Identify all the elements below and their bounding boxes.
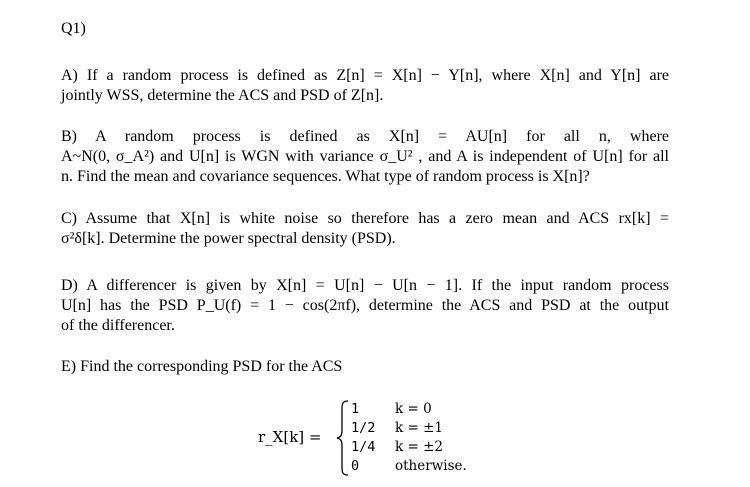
part-d-line-1: D) A differencer is given by X[n] = U[n] − U[n − 1]. If the input random process (61, 277, 669, 294)
case-row (351, 457, 501, 476)
part-b (61, 127, 669, 187)
part-b-line-2: A~N(0, σ_A²) and U[n] is WGN with variance σ_U² , and A is independent of U[n] for all (61, 148, 669, 165)
part-a-line-2: jointly WSS, determine the ACS and PSD of Z[n]. (61, 87, 384, 104)
part-c (61, 209, 669, 249)
part-e-line-1: E) Find the corresponding PSD for the ACS (61, 358, 343, 375)
part-b-line-1: B) A random process is defined as X[n] = AU[n] for all n, where (61, 128, 669, 145)
part-d-line-2: U[n] has the PSD P_U(f) = 1 − cos(2πf), determine the ACS and PSD at the output (61, 297, 669, 314)
case-row (351, 419, 501, 438)
case-value: 1/4 (351, 439, 376, 455)
case-condition: k = 0 (395, 401, 432, 417)
acs-lhs: r_X[k] = (258, 428, 322, 446)
part-d-line-3: of the differencer. (61, 317, 175, 334)
part-a-line-1: A) If a random process is defined as Z[n] = X[n] − Y[n], where X[n] and Y[n] are (61, 67, 669, 84)
part-d (61, 276, 669, 336)
acs-cases (351, 400, 501, 476)
part-e (61, 357, 669, 377)
left-brace-icon (336, 400, 350, 476)
case-value: 1 (351, 401, 360, 417)
case-value: 1/2 (351, 420, 376, 436)
part-c-line-2: σ²δ[k]. Determine the power spectral density (PSD). (61, 230, 396, 247)
case-condition: otherwise. (395, 458, 467, 474)
case-condition: k = ±1 (395, 420, 443, 436)
part-c-line-1: C) Assume that X[n] is white noise so therefore has a zero mean and ACS rx[k] = (61, 210, 669, 227)
case-condition: k = ±2 (395, 439, 443, 455)
acs-piecewise-equation (258, 398, 498, 478)
part-a (61, 66, 669, 106)
case-row (351, 438, 501, 457)
case-value: 0 (351, 458, 360, 474)
question-label: Q1) (61, 20, 86, 37)
part-b-line-3: n. Find the mean and covariance sequences. What type of random process is X[n]? (61, 168, 590, 185)
case-row (351, 400, 501, 419)
